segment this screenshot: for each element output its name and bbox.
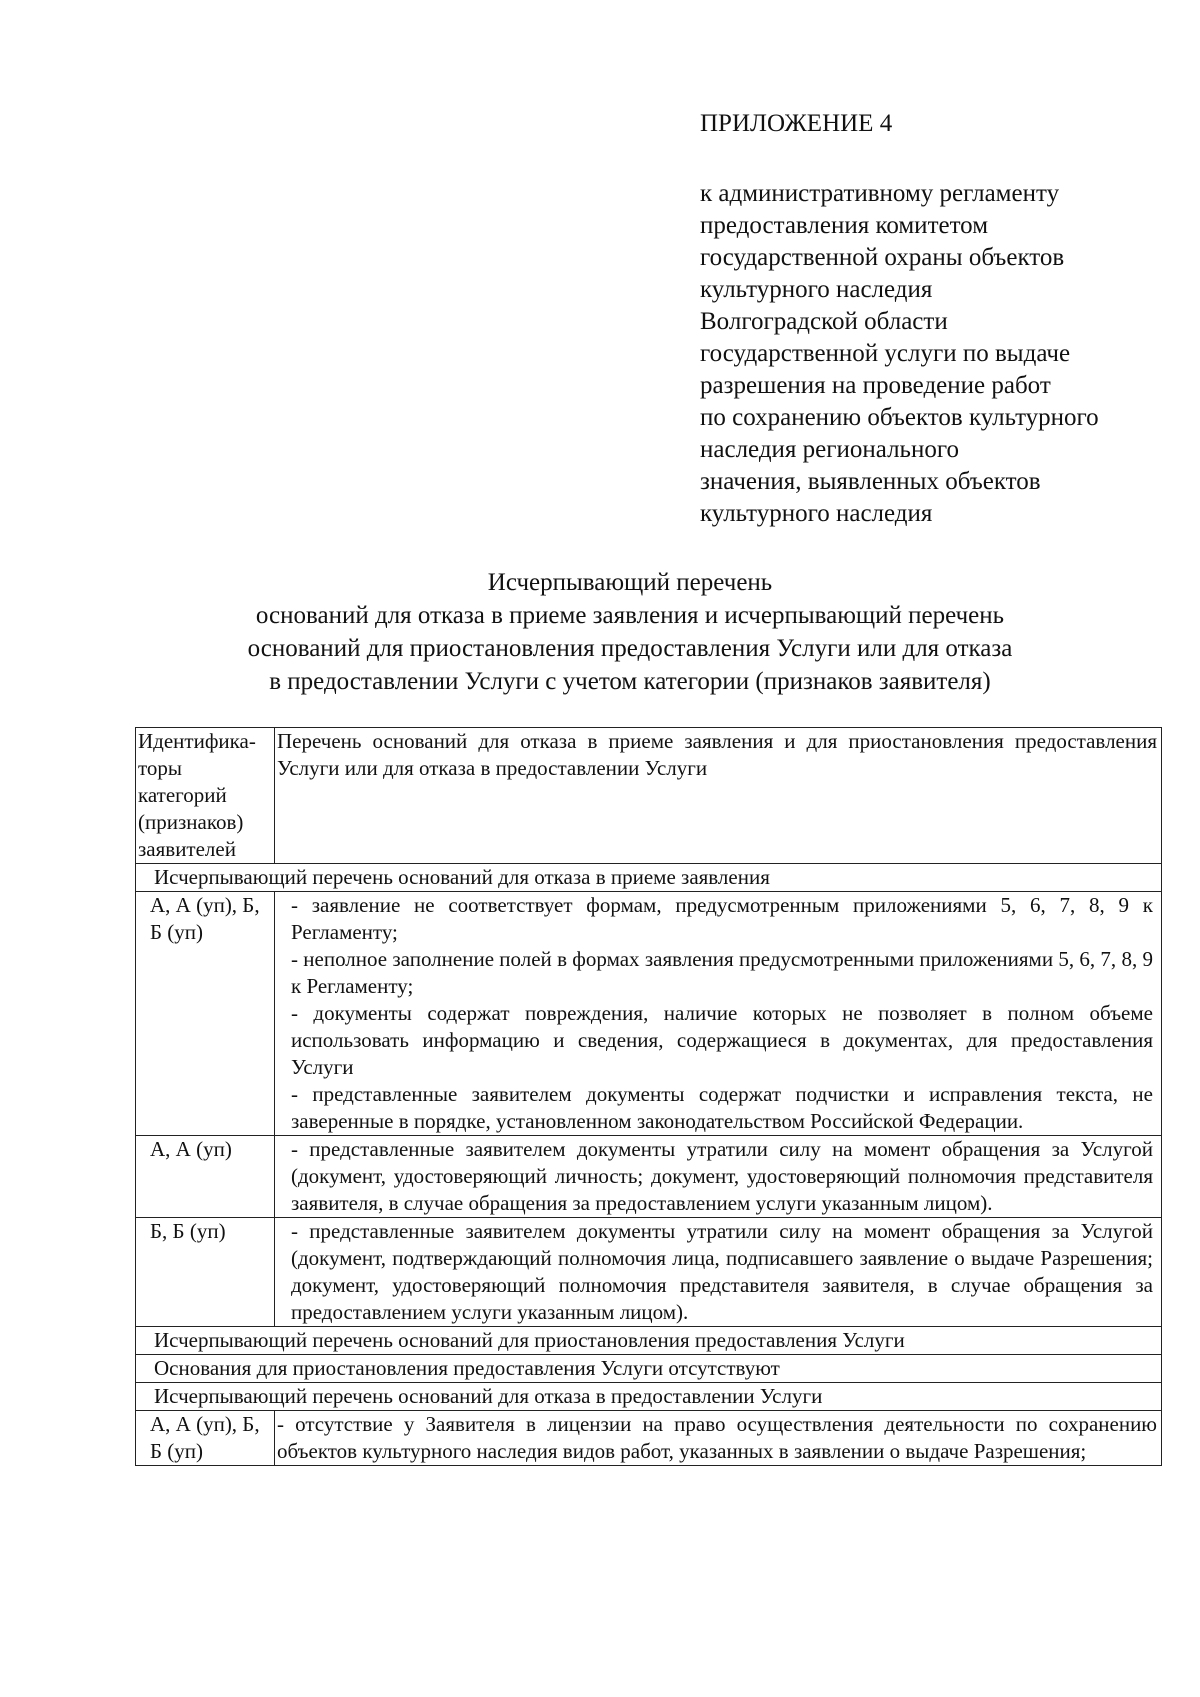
ground-item: - представленные заявителем документы содержат подчистки и исправления текста, не заверенные в порядке, установленном законодательством Российской Федерации. [291, 1082, 1153, 1133]
ground-item: - заявление не соответствует формам, предусмотренным приложениями 5, 6, 7, 8, 9 к Регламенту; [291, 893, 1153, 944]
appendix-block [700, 108, 1170, 530]
document-heading [130, 566, 1130, 698]
header-grounds-cell: Перечень оснований для отказа в приеме заявления и для приостановления предоставления Услуги или для отказа в предоставлении Услуги [275, 728, 1162, 864]
ground-item: - документы содержат повреждения, наличие которых не позволяет в полном объеме использовать информацию и сведения, содержащиеся в документах, для предоставления Услуги [291, 1001, 1153, 1079]
section-suspension-none: Основания для приостановления предоставления Услуги отсутствуют [136, 1355, 1162, 1383]
appendix-subtitle [700, 178, 1170, 530]
appendix-line: государственной охраны объектов [700, 244, 1065, 271]
table-header-row [136, 728, 1162, 864]
appendix-line: разрешения на проведение работ [700, 372, 1051, 399]
appendix-line: Волгоградской области [700, 308, 948, 335]
category-cell: А, А (уп), Б, Б (уп) [136, 1411, 275, 1466]
table-row [136, 1218, 1162, 1327]
section-refusal-acceptance: Исчерпывающий перечень оснований для отказа в приеме заявления [136, 864, 1162, 892]
grounds-cell: - представленные заявителем документы утратили силу на момент обращения за Услугой (документ, подтверждающий полномочия лица, подписавшего заявление о выдаче Разрешения; документ, удостоверяющий полномочия представителя заявителя, в случае обращения за предоставлением услуги указанным лицом). [275, 1218, 1162, 1327]
appendix-line: наследия регионального [700, 436, 959, 463]
section-row [136, 1327, 1162, 1355]
appendix-line: по сохранению объектов культурного [700, 404, 1099, 431]
appendix-line: предоставления комитетом [700, 212, 989, 239]
section-refusal-service: Исчерпывающий перечень оснований для отказа в предоставлении Услуги [136, 1383, 1162, 1411]
section-row [136, 864, 1162, 892]
grounds-cell: - отсутствие у Заявителя в лицензии на право осуществления деятельности по сохранению объектов культурного наследия видов работ, указанных в заявлении о выдаче Разрешения; [275, 1411, 1162, 1466]
grounds-cell: - представленные заявителем документы утратили силу на момент обращения за Услугой (документ, удостоверяющий личность; документ, удостоверяющий полномочия представителя заявителя, в случае обращения за предоставлением услуги указанным лицом). [275, 1136, 1162, 1218]
section-row [136, 1383, 1162, 1411]
table-row [136, 892, 1162, 1136]
category-cell: А, А (уп) [136, 1136, 275, 1218]
section-row [136, 1355, 1162, 1383]
table-row [136, 1136, 1162, 1218]
category-cell: Б, Б (уп) [136, 1218, 275, 1327]
grounds-table [135, 727, 1162, 1466]
ground-item: - неполное заполнение полей в формах заявления предусмотренными приложениями 5, 6, 7, 8, 9 к Регламенту; [291, 947, 1153, 998]
appendix-line: культурного наследия [700, 276, 933, 303]
heading-line: оснований для отказа в приеме заявления и исчерпывающий перечень [255, 602, 1005, 629]
table-row [136, 1411, 1162, 1466]
section-suspension: Исчерпывающий перечень оснований для приостановления предоставления Услуги [136, 1327, 1162, 1355]
appendix-line: государственной услуги по выдаче [700, 340, 1071, 367]
appendix-title: ПРИЛОЖЕНИЕ 4 [700, 110, 893, 137]
appendix-line: к административному регламенту [700, 180, 1060, 207]
grounds-cell [275, 892, 1162, 1136]
category-cell: А, А (уп), Б, Б (уп) [136, 892, 275, 1136]
appendix-line: культурного наследия [700, 500, 933, 527]
appendix-line: значения, выявленных объектов [700, 468, 1041, 495]
heading-line: оснований для приостановления предоставления Услуги или для отказа [247, 635, 1013, 662]
heading-line: в предоставлении Услуги с учетом категории (признаков заявителя) [269, 668, 991, 695]
heading-line: Исчерпывающий перечень [487, 569, 773, 596]
header-categories-cell: Идентифика-торы категорий (признаков) заявителей [136, 728, 275, 864]
